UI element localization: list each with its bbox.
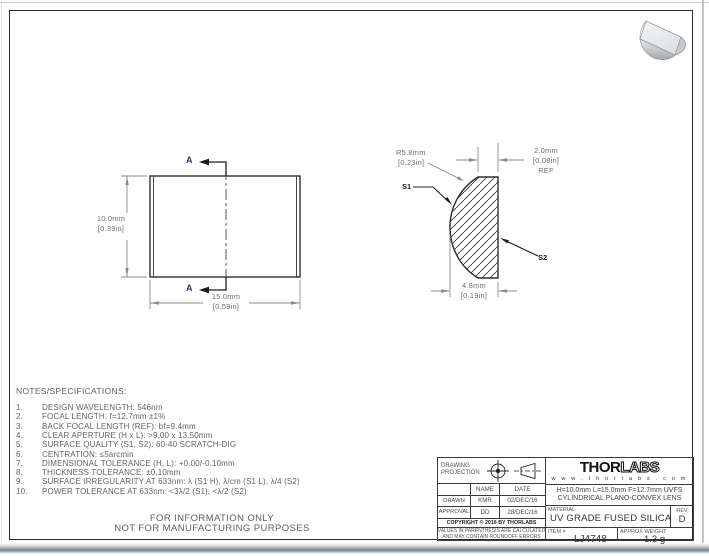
note-item: 2. FOCAL LENGTH: f=12.7mm ±1%	[16, 412, 166, 422]
approval-row	[438, 507, 545, 518]
item-weight-row	[546, 528, 693, 545]
info-only-line1: FOR INFORMATION ONLY	[149, 513, 275, 524]
part-title-line1: H=10.0mm L=15.0mm F=12.7mm UVFS	[556, 486, 683, 494]
section-view-outline	[450, 177, 498, 278]
radius-dim-in: [0.23in]	[398, 158, 425, 167]
first-angle-target-icon	[487, 460, 509, 482]
disclaimer-note: VALUES IN PARENTHESIS ARE CALCULATED AND MAY CONTAIN ROUNDOFF ERRORS	[437, 528, 546, 540]
logo-thor: THOR	[579, 459, 621, 476]
surface-2-label: S2	[538, 253, 548, 262]
info-only-line2: NOT FOR MANUFACTURING PURPOSES	[114, 523, 310, 534]
note-item: 3. BACK FOCAL LENGTH (REF): bf=9.4mm	[16, 421, 196, 431]
height-dim-mm: 10.0mm	[96, 214, 126, 223]
section-label-a-bottom: A	[186, 283, 193, 293]
front-view-dimensions	[121, 176, 300, 309]
title-block-right	[546, 458, 693, 545]
thorlabs-logo	[546, 458, 693, 485]
edge-dim-ref: REF	[538, 166, 554, 175]
note-item: 7. DIMENSIONAL TOLERANCE (H, L): +0.00/-0.10mm	[16, 458, 235, 468]
rev-cell	[671, 506, 693, 527]
approval-label: APPROVAL	[438, 507, 471, 517]
weight-label: APPROX WEIGHT	[620, 529, 667, 535]
width-dim-mm: 15.0mm	[211, 292, 241, 301]
weight-value: 1.3 g	[644, 534, 666, 545]
section-label-a-top: A	[186, 155, 193, 165]
radius-dim-mm: R5.8mm	[396, 148, 426, 157]
part-title-line2: CYLINDRICAL PLANO-CONVEX LENS	[557, 495, 682, 502]
section-cut-marks	[199, 159, 226, 294]
note-item: 1. DESIGN WAVELENGTH: 546nm	[16, 403, 163, 412]
material-rev-row	[546, 506, 693, 528]
width-dim-in: [0.59in]	[212, 302, 240, 311]
projection-symbols	[438, 458, 546, 484]
isometric-lens-view	[640, 21, 686, 60]
drawn-date: 02/DEC/16	[507, 497, 538, 505]
edge-dim-mm: 2.0mm	[534, 146, 558, 155]
approval-date: 28/DEC/16	[507, 508, 538, 516]
notes-heading: NOTES/SPECIFICATIONS:	[16, 386, 127, 396]
material-cell	[546, 506, 671, 527]
edge-dim-in: [0.08in]	[532, 156, 560, 165]
note-item: 10. POWER TOLERANCE AT 633nm: <3λ/2 (S1), <λ/2 (S2)	[16, 486, 247, 496]
rev-value: D	[678, 514, 686, 525]
name-date-header-row	[438, 484, 545, 496]
approval-name: DD	[471, 507, 500, 517]
drawing-projection-cell	[438, 458, 545, 484]
notes-list	[16, 403, 446, 498]
drawn-row	[438, 496, 545, 507]
copyright-note: COPYRIGHT © 2016 BY THORLABS	[438, 519, 545, 528]
title-block	[437, 457, 694, 545]
cone-frustum-icon	[514, 464, 542, 479]
note-item: 8. THICKNESS TOLERANCE: ±0.10mm	[16, 468, 181, 478]
thorlabs-website: w w w . t h o r l a b s . c o m	[551, 476, 688, 482]
weight-cell	[618, 528, 693, 545]
note-item: 9. SURFACE IRREGULARITY AT 633nm: λ (S1 H), λ/cm (S1 L), λ/4 (S2)	[16, 477, 300, 487]
item-number-cell	[546, 528, 618, 545]
item-number-value: LJ4748	[574, 534, 607, 545]
material-label: MATERIAL	[548, 507, 576, 513]
note-item: 5. SURFACE QUALITY (S1, S2): 60-40 SCRATCH-DIG	[16, 440, 237, 450]
item-number-label: ITEM #	[548, 529, 566, 535]
note-item: 4. CLEAR APERTURE (H x L): >9.00 x 13.50mm	[16, 430, 213, 440]
height-dim-in: [0.39in]	[97, 224, 125, 233]
date-header: DATE	[514, 485, 531, 493]
note-item: 6. CENTRATION: ≤5arcmin	[16, 449, 134, 459]
front-view-outline	[150, 176, 300, 277]
drawing-projection-label: DRAWING PROJECTION	[441, 463, 480, 476]
center-thickness-in: [0.19in]	[460, 291, 488, 300]
logo-labs: LABS	[620, 459, 660, 476]
title-block-left	[438, 458, 546, 540]
center-thickness-mm: 4.8mm	[462, 281, 486, 290]
drawn-label: DRAWN	[438, 496, 471, 506]
material-value: UV GRADE FUSED SILICA	[550, 513, 672, 524]
rev-label: REV	[676, 508, 688, 514]
part-title	[546, 485, 693, 506]
surface-1-label: S1	[402, 182, 412, 191]
drawn-name: KMR	[471, 496, 500, 506]
name-header: NAME	[471, 484, 500, 495]
